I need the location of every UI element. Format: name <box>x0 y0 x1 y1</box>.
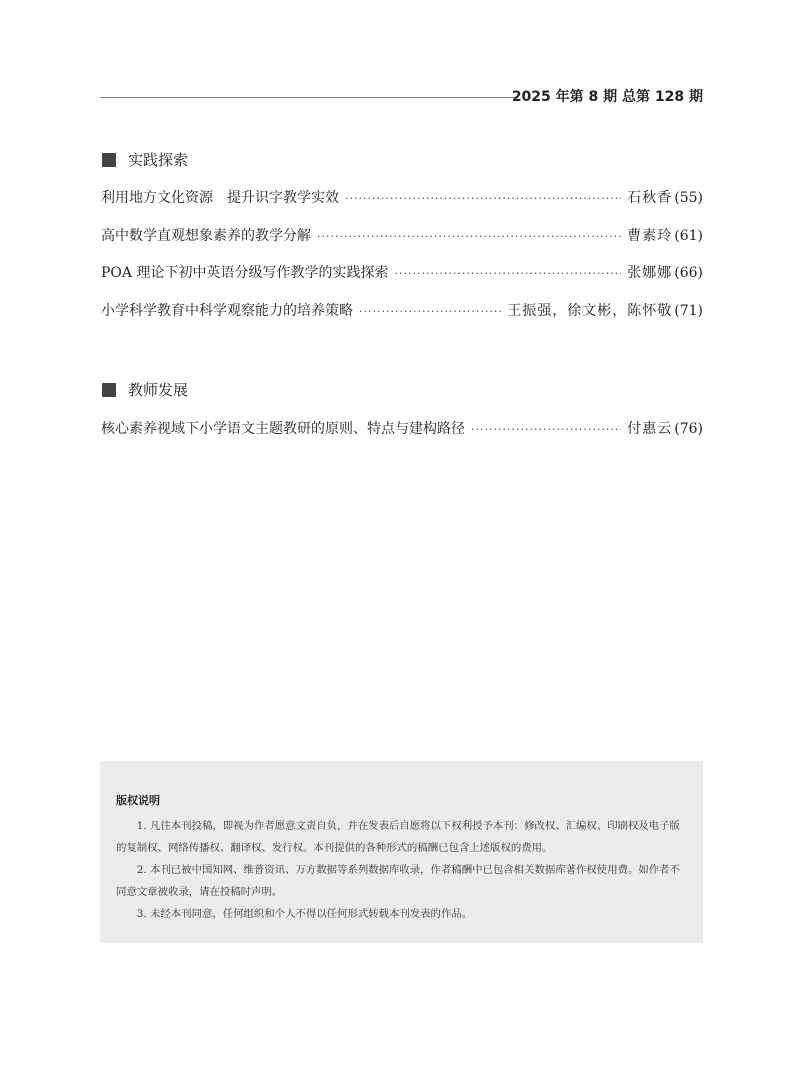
section-heading <box>102 150 188 170</box>
toc-entry[interactable] <box>101 418 703 440</box>
section-title: 实践探索 <box>128 151 189 169</box>
toc-entry[interactable] <box>101 225 703 247</box>
article-author: 张娜娜 <box>627 265 673 281</box>
section-square-icon <box>102 153 116 167</box>
header-rule <box>100 97 518 98</box>
toc-entry[interactable] <box>101 187 703 209</box>
article-author: 付惠云 <box>627 421 673 437</box>
article-title: 高中数学直观想象素养的教学分解 <box>101 228 311 244</box>
article-title: 小学科学教育中科学观察能力的培养策略 <box>101 303 353 319</box>
copyright-notice <box>100 761 703 943</box>
copyright-title: 版权说明 <box>116 794 160 807</box>
section-heading <box>102 380 188 400</box>
article-author: 曹素玲 <box>627 228 673 244</box>
toc-entry[interactable] <box>101 262 703 284</box>
leader-dots <box>471 419 621 441</box>
article-title: POA 理论下初中英语分级写作教学的实践探索 <box>101 265 389 281</box>
leader-dots <box>359 301 501 323</box>
article-page: (55) <box>674 190 703 206</box>
article-page: (66) <box>674 265 703 281</box>
article-title: 利用地方文化资源 提升识字教学实效 <box>101 190 339 206</box>
leader-dots <box>345 188 621 210</box>
section-title: 教师发展 <box>128 381 189 399</box>
leader-dots <box>394 263 621 285</box>
article-page: (71) <box>674 303 703 319</box>
copyright-item: 2. 本刊已被中国知网、维普资讯、万方数据等系列数据库收录，作者稿酬中已包含相关数据库著作权使用费。如作者不同意文章被收录，请在投稿时声明。 <box>116 864 680 898</box>
toc-entry[interactable] <box>101 300 703 322</box>
copyright-item: 1. 凡往本刊投稿，即视为作者愿意文责自负，并在发表后自愿将以下权利授予本刊：修改权、汇编权、印刷权及电子版的复制权、网络传播权、翻译权、发行权。本刊提供的各种形式的稿酬已包含上述版权的费用。 <box>116 820 680 854</box>
article-author: 石秋香 <box>627 190 673 206</box>
article-title: 核心素养视域下小学语文主题教研的原则、特点与建构路径 <box>101 421 465 437</box>
copyright-item: 3. 未经本刊同意，任何组织和个人不得以任何形式转载本刊发表的作品。 <box>136 908 473 920</box>
page-header <box>100 87 703 107</box>
article-author: 王振强，徐文彬，陈怀敬 <box>507 303 673 319</box>
article-page: (61) <box>674 228 703 244</box>
leader-dots <box>317 226 621 248</box>
issue-number: 2025 年第 8 期 总第 128 期 <box>511 89 703 105</box>
section-square-icon <box>102 383 116 397</box>
article-page: (76) <box>674 421 703 437</box>
